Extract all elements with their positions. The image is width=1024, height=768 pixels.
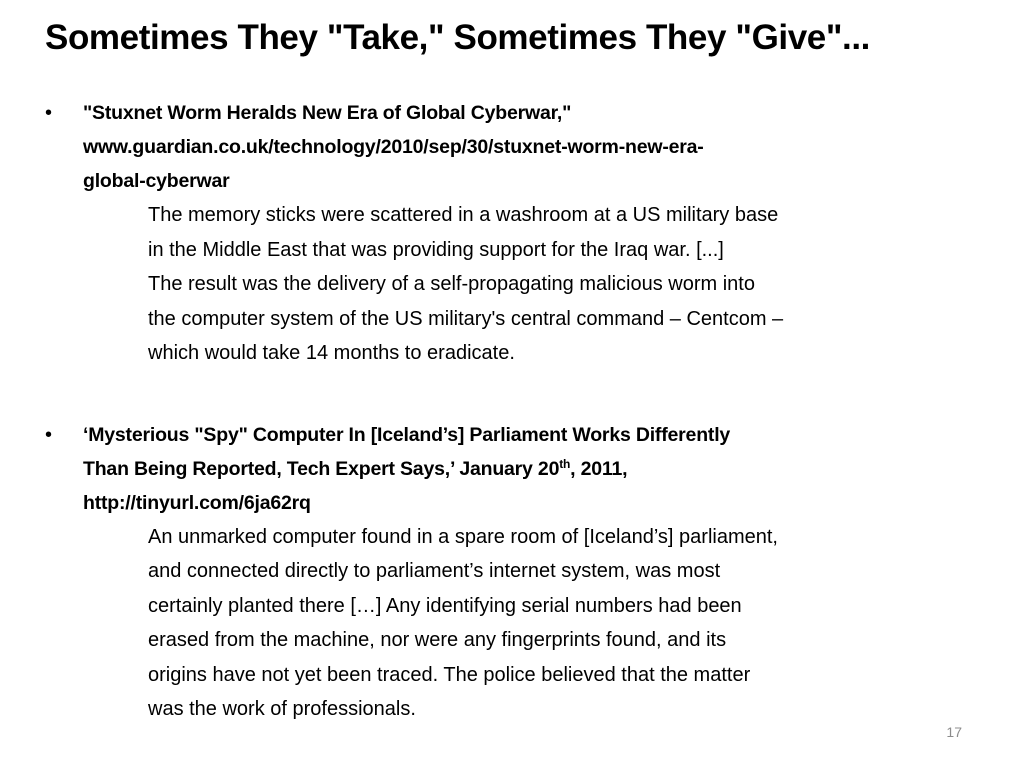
quote-line: in the Middle East that was providing support for the Iraq war. [...] [148, 238, 724, 261]
citation-line: www.guardian.co.uk/technology/2010/sep/30/stuxnet-worm-new-era- [83, 136, 704, 158]
citation-line: ‘Mysterious "Spy" Computer In [Iceland’s] Parliament Works Differently [83, 423, 731, 446]
citation-heading [83, 96, 990, 198]
citation-url: http://tinyurl.com/6ja62rq [83, 491, 311, 514]
citation-line [83, 452, 990, 486]
citation-line: "Stuxnet Worm Heralds New Era of Global Cyberwar," [83, 102, 572, 124]
slide-title: Sometimes They "Take," Sometimes They "Give"... [45, 18, 871, 57]
quote-line: which would take 14 months to eradicate. [148, 342, 515, 364]
bullet-marker: • [45, 102, 53, 124]
bullet-marker: • [45, 423, 53, 446]
quote-line: and connected directly to parliament’s internet system, was most [148, 560, 721, 582]
quote-line: erased from the machine, nor were any fingerprints found, and its [148, 629, 727, 651]
bullet-item-stuxnet [45, 96, 990, 371]
quote-line: The result was the delivery of a self-propagating malicious worm into [148, 273, 755, 295]
quote-block [148, 520, 990, 727]
ordinal-suffix: th [559, 457, 571, 471]
quote-line: the computer system of the US military's central command – Centcom – [148, 307, 784, 330]
citation-heading [83, 418, 990, 520]
citation-text: Than Being Reported, Tech Expert Says,’ January 20 [83, 457, 560, 480]
quote-block [148, 198, 990, 371]
bullet-item-iceland [45, 418, 990, 727]
quote-line: The memory sticks were scattered in a washroom at a US military base [148, 204, 779, 226]
quote-line: origins have not yet been traced. The police believed that the matter [148, 663, 751, 686]
citation-text: , 2011, [570, 457, 628, 480]
page-number: 17 [946, 724, 962, 740]
bullet-list [45, 96, 990, 727]
quote-line: certainly planted there […] Any identifying serial numbers had been [148, 594, 742, 617]
quote-line: An unmarked computer found in a spare room of [Iceland’s] parliament, [148, 525, 778, 548]
citation-line: global-cyberwar [83, 170, 230, 192]
quote-line: was the work of professionals. [148, 698, 416, 720]
